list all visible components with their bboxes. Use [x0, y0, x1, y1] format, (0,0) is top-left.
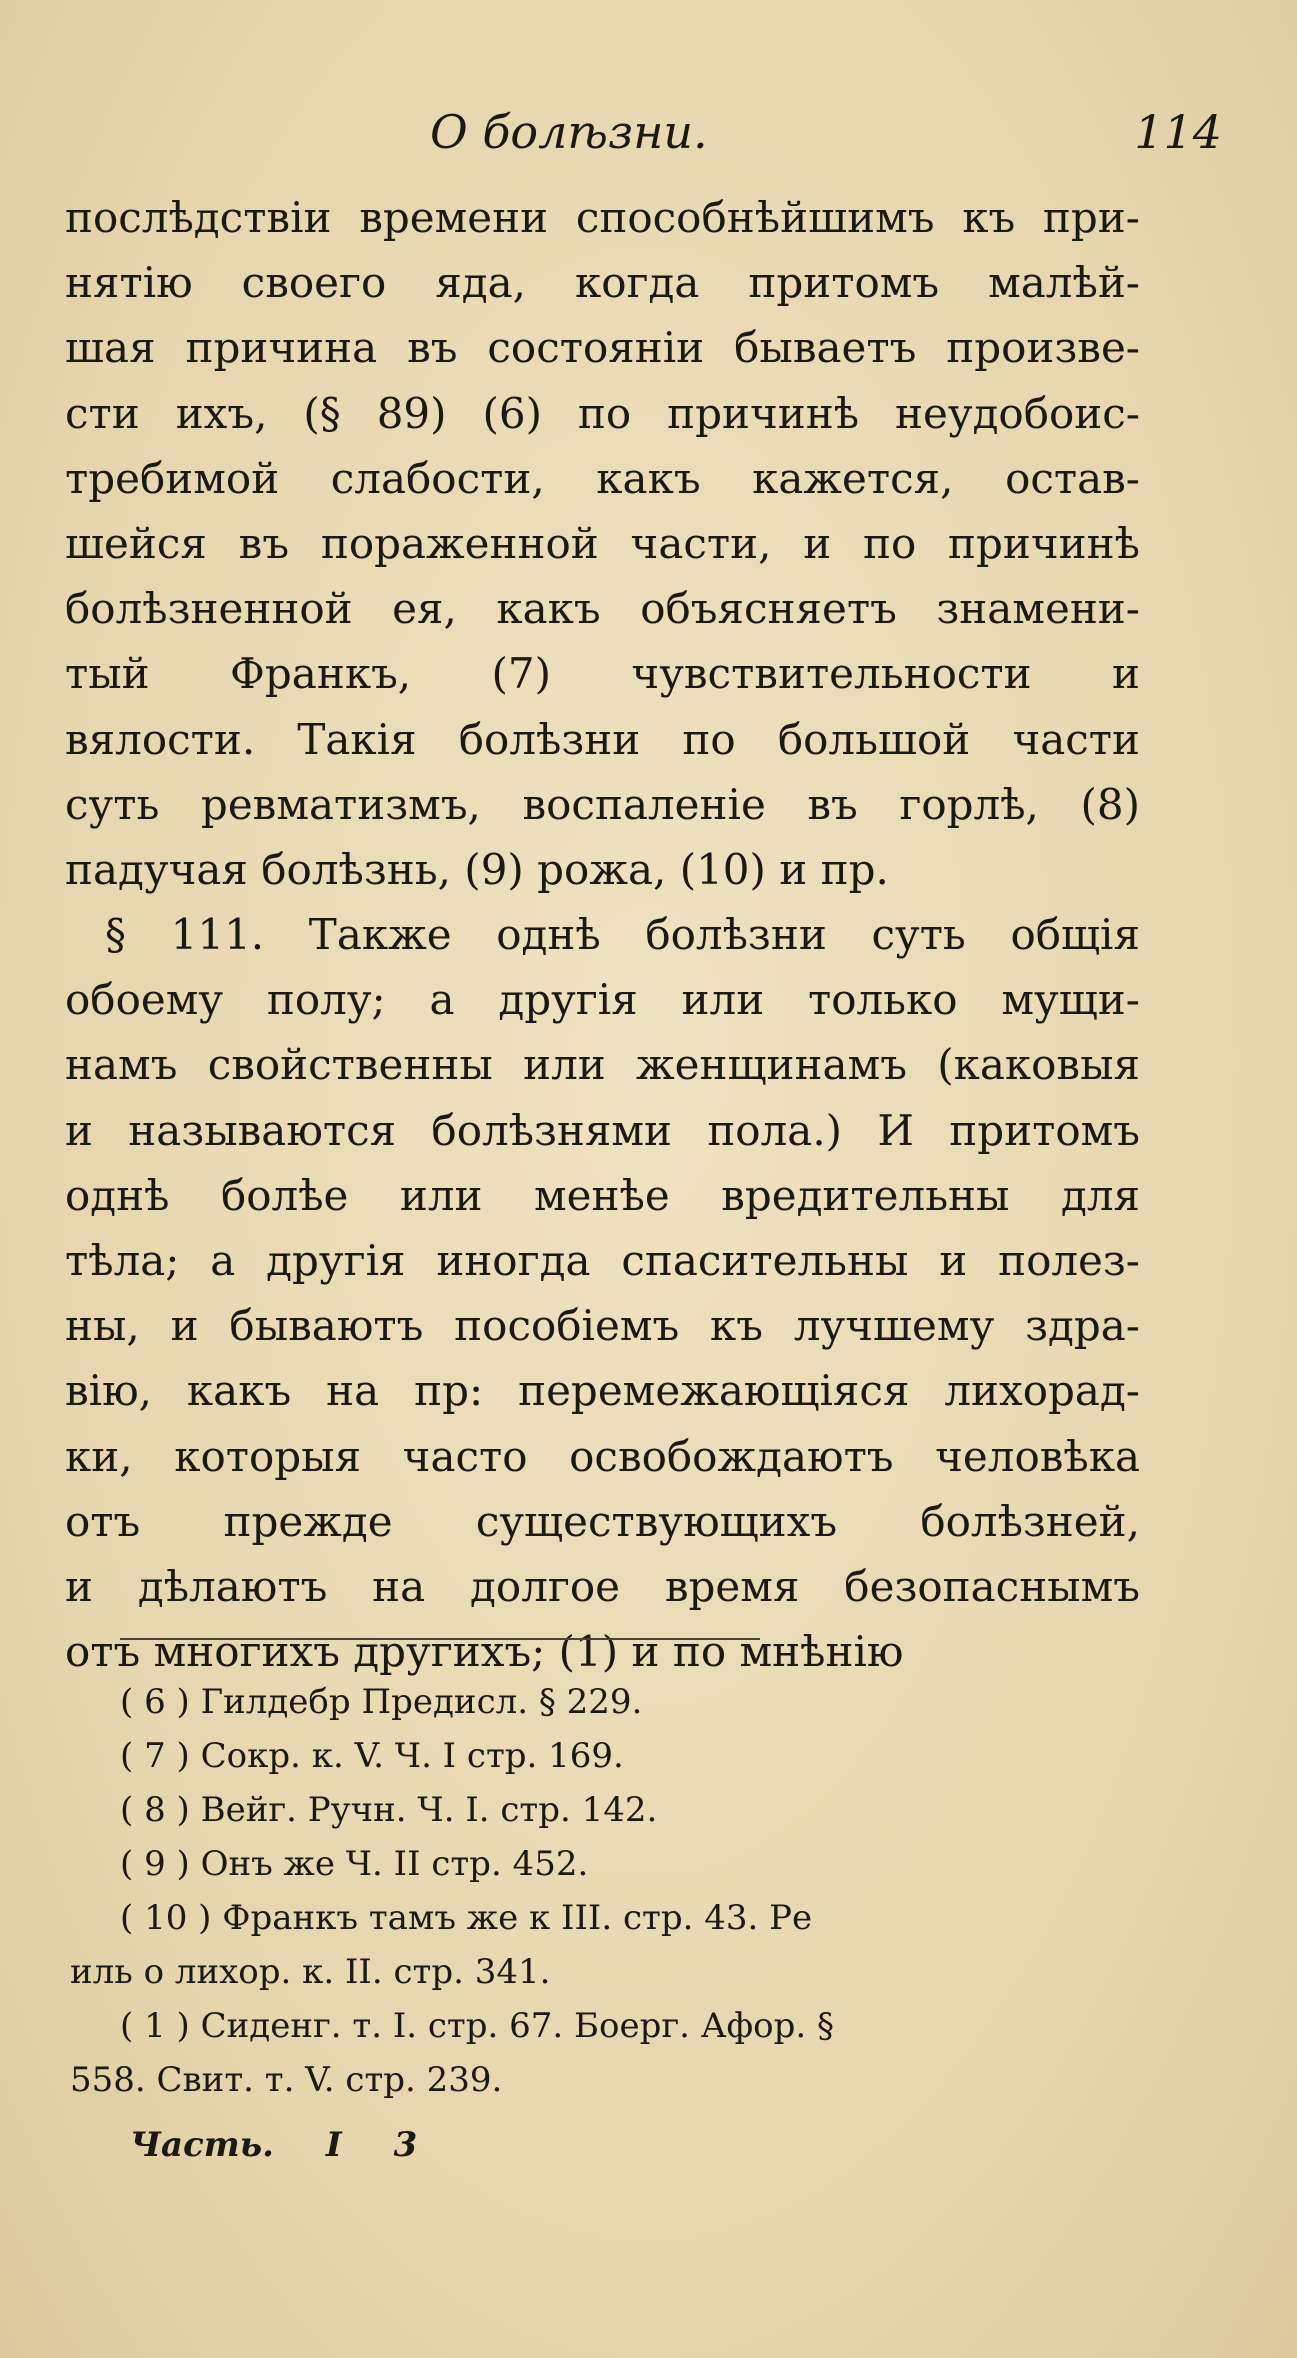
page-number: 114: [1134, 105, 1222, 159]
text-line: шая причина въ состояніи бываетъ произве-: [65, 323, 1140, 373]
text-line: вялости. Такія болѣзни по большой части: [65, 714, 1140, 764]
text-line: падучая болѣзнь, (9) рожа, (10) и пр.: [65, 844, 889, 894]
text-line: сти ихъ, (§ 89) (6) по причинѣ неудобоис-: [65, 388, 1140, 438]
footnotes: [70, 1675, 1150, 2107]
text-line: тѣла; а другія иногда спасительны и полез-: [65, 1236, 1140, 1285]
footnote-line: ( 9 ) Онъ же Ч. II стр. 452.: [120, 1844, 589, 1884]
running-title: О болѣзни.: [430, 105, 708, 159]
text-line: нятію своего яда, когда притомъ малѣй-: [65, 258, 1140, 308]
footnote-line: ( 1 ) Сиденг. т. I. стр. 67. Боерг. Афор. §: [120, 2006, 834, 2046]
footnote-line: иль о лихор. к. II. стр. 341.: [70, 1952, 551, 1992]
footnote-line: ( 10 ) Франкъ тамъ же к III. стр. 43. Ре: [120, 1898, 813, 1938]
footnote-divider: [120, 1638, 760, 1640]
text-line: болѣзненной ея, какъ объясняетъ знамени-: [65, 584, 1140, 634]
text-line: ны, и бываютъ пособіемъ къ лучшему здра-: [65, 1301, 1140, 1351]
text-line: тый Франкъ, (7) чувствительности и: [65, 649, 1140, 699]
text-line: отъ многихъ другихъ; (1) и по мнѣнію: [65, 1627, 904, 1677]
footnote-line: ( 7 ) Сокр. к. V. Ч. I стр. 169.: [120, 1736, 624, 1776]
footnote-line: 558. Свит. т. V. стр. 239.: [70, 2060, 503, 2100]
text-line: намъ свойственны или женщинамъ (каковыя: [65, 1040, 1140, 1090]
text-line: однѣ болѣе или менѣе вредительны для: [65, 1170, 1140, 1220]
footnote-line: ( 6 ) Гилдебр Предисл. § 229.: [120, 1682, 643, 1722]
text-line: и дѣлаютъ на долгое время безопаснымъ: [65, 1561, 1140, 1611]
text-line: ки, которыя часто освобождаютъ человѣка: [65, 1431, 1140, 1481]
text-line: требимой слабости, какъ кажется, остав-: [65, 453, 1140, 503]
footnote-line: ( 8 ) Вейг. Ручн. Ч. I. стр. 142.: [120, 1790, 658, 1830]
page-header: [60, 105, 1237, 165]
text-line: суть ревматизмъ, воспаленіе въ горлѣ, (8): [65, 779, 1140, 829]
text-line: шейся въ пораженной части, и по причинѣ: [65, 518, 1140, 568]
body-text: [65, 185, 1140, 1684]
text-line: послѣдствіи времени способнѣйшимъ къ при-: [65, 193, 1140, 242]
text-line: вію, какъ на пр: перемежающіяся лихорад-: [65, 1366, 1140, 1416]
text-line: § 111. Также однѣ болѣзни суть общія: [105, 910, 1140, 960]
signature-part-number: I: [325, 2125, 342, 2165]
text-line: отъ прежде существующихъ болѣзней,: [65, 1496, 1140, 1546]
signature-part-label: Часть.: [130, 2125, 275, 2165]
signature-sheet-number: 3: [393, 2125, 418, 2165]
text-line: обоему полу; а другія или только мущи-: [65, 975, 1140, 1025]
signature-line: [130, 2125, 457, 2165]
text-line: и называются болѣзнями пола.) И притомъ: [65, 1105, 1140, 1155]
